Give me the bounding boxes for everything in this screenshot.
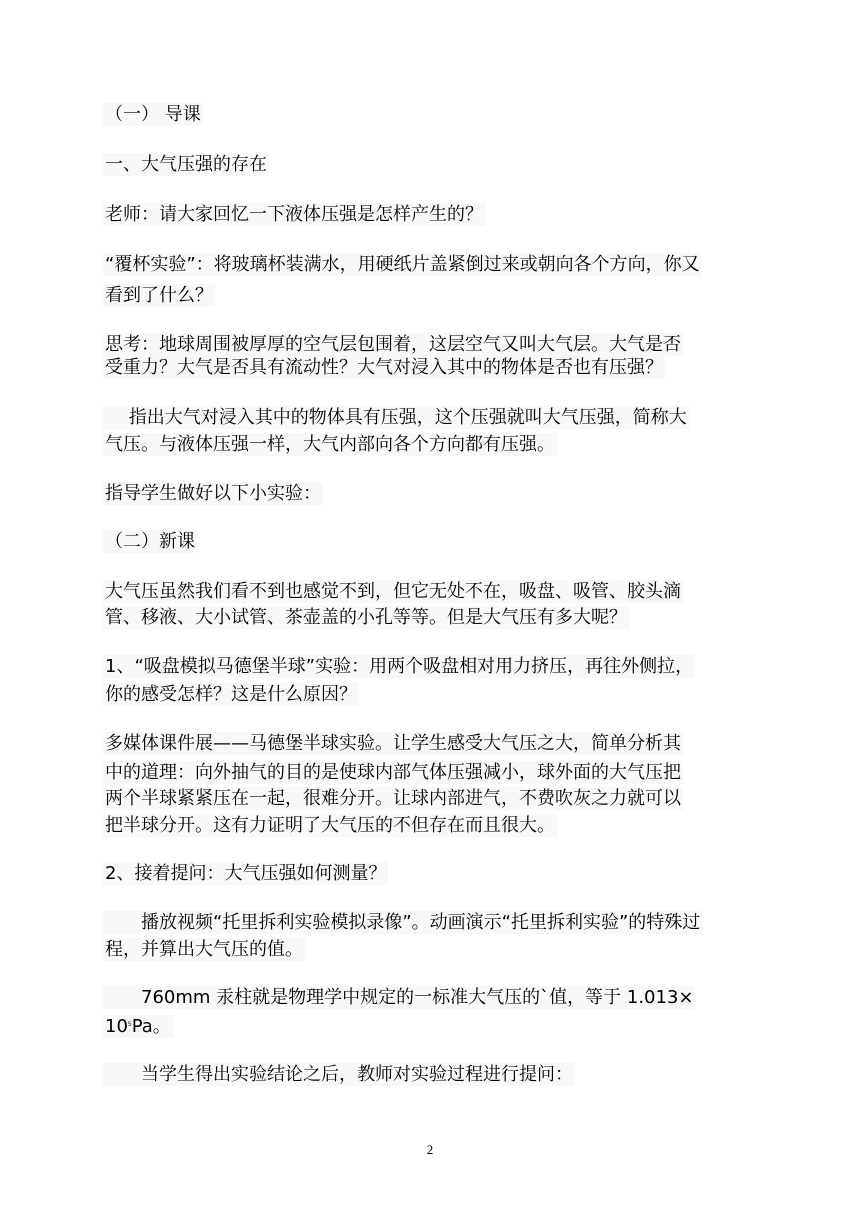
paragraph-line: 指导学生做好以下小实验：: [105, 483, 321, 504]
paragraph-line: “覆杯实验”：将玻璃杯装满水，用硬纸片盖紧倒过来或朝向各个方向，你又: [105, 254, 700, 275]
paragraph-line: 中的道理：向外抽气的目的是使球内部气体压强减小，球外面的大气压把: [105, 762, 681, 783]
section-heading-intro: （一） 导课: [105, 104, 201, 125]
paragraph-line: 指出大气对浸入其中的物体具有压强，这个压强就叫大气压强，简称大: [105, 407, 687, 428]
paragraph-line: 当学生得出实验结论之后，教师对实验过程进行提问：: [105, 1064, 573, 1085]
paragraph-line: 受重力？大气是否具有流动性？大气对浸入其中的物体是否也有压强？: [105, 357, 663, 378]
pressure-base: 10: [105, 1016, 128, 1037]
paragraph-line: 两个半球紧紧压在一起，很难分开。让球内部进气，不费吹灰之力就可以: [105, 788, 681, 809]
section-heading-new-lesson: （二）新课: [105, 531, 195, 552]
paragraph-line: 多媒体课件展——马德堡半球实验。让学生感受大气压之大，简单分析其: [105, 733, 681, 754]
paragraph-line: 思考：地球周围被厚厚的空气层包围着，这层空气又叫大气层。大气是否: [105, 334, 681, 355]
paragraph-line: 1、“吸盘模拟马德堡半球”实验：用两个吸盘相对用力挤压，再往外侧拉，: [105, 656, 694, 677]
page-number: 2: [426, 1142, 434, 1157]
paragraph-line: 看到了什么？: [105, 285, 213, 306]
paragraph-line: 程，并算出大气压的值。: [105, 939, 303, 960]
pressure-value-line: [103, 1015, 173, 1038]
pressure-unit: Pa。: [131, 1016, 171, 1037]
paragraph-line: 2、接着提问：大气压强如何测量？: [105, 863, 387, 884]
paragraph-line: 播放视频“托里拆利实验模拟录像”。动画演示“托里拆利实验”的特殊过: [105, 912, 701, 933]
pressure-exponent: 5: [127, 1021, 132, 1028]
paragraph-line: 你的感受怎样？这是什么原因？: [105, 684, 357, 705]
paragraph-line: 把半球分开。这有力证明了大气压的不但存在而且很大。: [105, 815, 555, 836]
subheading-atmospheric-pressure-exists: 一、大气压强的存在: [105, 154, 267, 175]
paragraph-line: 760mm 汞柱就是物理学中规定的一标准大气压的`值，等于 1.013×: [105, 987, 694, 1008]
paragraph-line: 大气压虽然我们看不到也感觉不到，但它无处不在，吸盘、吸管、胶头滴: [105, 581, 681, 602]
paragraph-line: 管、移液、大小试管、茶壶盖的小孔等等。但是大气压有多大呢？: [105, 607, 627, 628]
paragraph-line: 气压。与液体压强一样，大气内部向各个方向都有压强。: [105, 434, 555, 455]
paragraph-line: 老师：请大家回忆一下液体压强是怎样产生的？: [105, 204, 483, 225]
